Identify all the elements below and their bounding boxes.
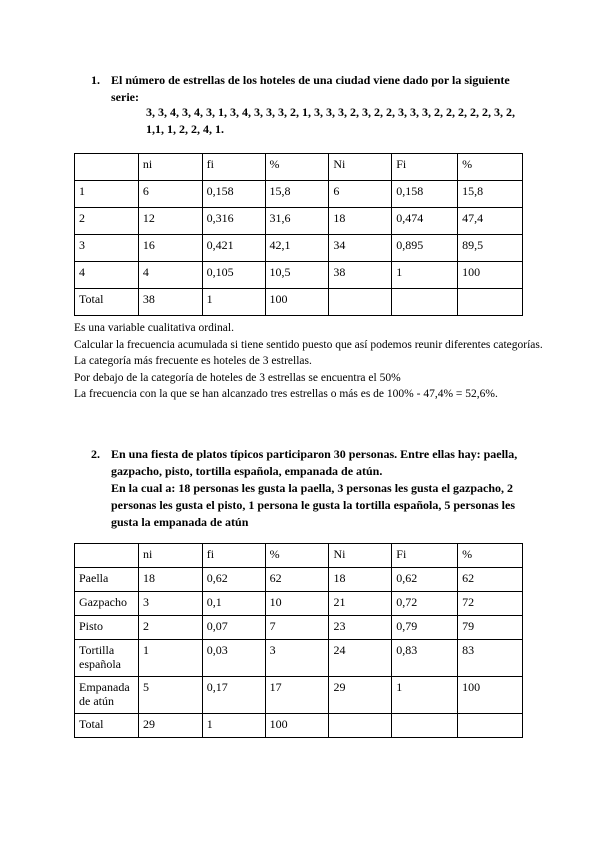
table-cell: 4	[138, 262, 202, 289]
table-row	[75, 677, 523, 714]
table-cell	[75, 544, 139, 568]
table-cell: 3	[138, 592, 202, 616]
table-cell: fi	[202, 544, 265, 568]
table-cell: 31,6	[265, 208, 329, 235]
table-cell: 38	[138, 289, 202, 316]
table-total-row	[75, 289, 523, 316]
table-cell: 1	[392, 262, 458, 289]
table-cell: 18	[138, 568, 202, 592]
note-line: La frecuencia con la que se han alcanzado tres estrellas o más es de 100% - 47,4% = 52,6%.	[74, 388, 498, 400]
table-cell: 100	[458, 262, 523, 289]
table-row	[75, 616, 523, 640]
table-cell: fi	[202, 154, 265, 181]
table-cell	[458, 289, 523, 316]
table-total-row	[75, 714, 523, 738]
table-cell: 18	[329, 568, 392, 592]
table-cell: 2	[138, 616, 202, 640]
table-cell: 100	[458, 677, 523, 714]
table-cell: 62	[458, 568, 523, 592]
table-row	[75, 592, 523, 616]
note-line: Por debajo de la categoría de hoteles de 3 estrellas se encuentra el 50%	[74, 371, 401, 384]
table-cell: 16	[138, 235, 202, 262]
table-row	[75, 262, 523, 289]
table-cell: 29	[138, 714, 202, 738]
table-cell: 0,1	[202, 592, 265, 616]
table-cell: 1	[202, 289, 265, 316]
question-2-text: En una fiesta de platos típicos participaron 30 personas. Entre ellas hay: paella, gazpacho, pisto, tortilla española, empanada de atún.	[111, 447, 518, 478]
table-cell: 0,83	[392, 640, 458, 677]
table-cell: %	[265, 154, 329, 181]
table-cell: 0,17	[202, 677, 265, 714]
table-header-row	[75, 154, 523, 181]
table-row	[75, 235, 523, 262]
table-cell: %	[265, 544, 329, 568]
table-cell: 0,316	[202, 208, 265, 235]
table-cell: 42,1	[265, 235, 329, 262]
table-cell: 3	[75, 235, 139, 262]
question-2-details: En la cual a: 18 personas les gusta la paella, 3 personas les gusta el gazpacho, 2 personas les gusta el pisto, 1 persona le gusta la tortilla española, 5 personas les gusta la empanada de atún	[111, 481, 516, 529]
table-header-row	[75, 544, 523, 568]
question-1-number: 1.	[91, 73, 100, 87]
table-cell: Pisto	[75, 616, 139, 640]
table-cell	[329, 289, 392, 316]
table-row	[75, 181, 523, 208]
table-cell: 10,5	[265, 262, 329, 289]
table-cell: Total	[75, 714, 139, 738]
table-cell: 1	[138, 640, 202, 677]
table-cell: Empanada de atún	[75, 677, 139, 714]
table-cell: 12	[138, 208, 202, 235]
answer-notes	[74, 320, 544, 403]
table-cell: 15,8	[265, 181, 329, 208]
table-cell: Tortilla española	[75, 640, 139, 677]
question-2-number: 2.	[91, 447, 100, 461]
table-cell: ni	[138, 544, 202, 568]
table-cell: 100	[265, 289, 329, 316]
table-cell: 0,79	[392, 616, 458, 640]
table-cell: Ni	[329, 544, 392, 568]
table-cell: 0,62	[392, 568, 458, 592]
table-cell: 79	[458, 616, 523, 640]
table-cell	[75, 154, 139, 181]
table-cell: Total	[75, 289, 139, 316]
table-cell: 1	[392, 677, 458, 714]
table-cell: 21	[329, 592, 392, 616]
table-cell: 7	[265, 616, 329, 640]
table-cell: 38	[329, 262, 392, 289]
question-2-body	[111, 446, 531, 531]
table-cell: 0,421	[202, 235, 265, 262]
table-cell: 4	[75, 262, 139, 289]
note-line: Calcular la frecuencia acumulada si tiene sentido puesto que así podemos reunir diferentes categorías.	[74, 338, 543, 351]
table-cell: 0,158	[202, 181, 265, 208]
table-cell: 0,62	[202, 568, 265, 592]
table-cell	[392, 289, 458, 316]
table-cell: 83	[458, 640, 523, 677]
note-line: Es una variable cualitativa ordinal.	[74, 322, 234, 334]
table-cell: 2	[75, 208, 139, 235]
table-cell: 62	[265, 568, 329, 592]
table-cell: %	[458, 544, 523, 568]
table-cell: 0,105	[202, 262, 265, 289]
table-cell: 1	[75, 181, 139, 208]
table-cell: 1	[202, 714, 265, 738]
table-cell: Fi	[392, 154, 458, 181]
table-cell: 18	[329, 208, 392, 235]
table-cell: Gazpacho	[75, 592, 139, 616]
table-cell: 0,158	[392, 181, 458, 208]
table-cell: 100	[265, 714, 329, 738]
table-row	[75, 640, 523, 677]
note-line: La categoría más frecuente es hoteles de 3 estrellas.	[74, 355, 312, 367]
table-cell: 34	[329, 235, 392, 262]
table-cell: 29	[329, 677, 392, 714]
table-cell: 0,07	[202, 616, 265, 640]
table-cell: 3	[265, 640, 329, 677]
frequency-table-hotels	[74, 153, 523, 316]
table-cell: 89,5	[458, 235, 523, 262]
table-cell: ni	[138, 154, 202, 181]
table-cell: 17	[265, 677, 329, 714]
table-cell: 0,03	[202, 640, 265, 677]
table-cell: 0,895	[392, 235, 458, 262]
table-cell: Fi	[392, 544, 458, 568]
table-cell: 0,474	[392, 208, 458, 235]
table-cell: Paella	[75, 568, 139, 592]
table-cell: 5	[138, 677, 202, 714]
table-cell	[458, 714, 523, 738]
table-cell: 72	[458, 592, 523, 616]
table-cell: Ni	[329, 154, 392, 181]
table-cell	[392, 714, 458, 738]
table-row	[75, 568, 523, 592]
frequency-table-dishes	[74, 543, 523, 738]
question-1-text: El número de estrellas de los hoteles de una ciudad viene dado por la siguiente serie:	[111, 73, 510, 104]
table-cell: 24	[329, 640, 392, 677]
question-1-series: 3, 3, 4, 3, 4, 3, 1, 3, 4, 3, 3, 3, 2, 1, 3, 3, 3, 2, 3, 2, 2, 3, 3, 3, 2, 2, 2, 2, 2, 3, 2, 1,1, 1, 2, 2, 4, 1.	[146, 105, 515, 136]
table-cell: 47,4	[458, 208, 523, 235]
table-cell: 23	[329, 616, 392, 640]
table-cell: 6	[329, 181, 392, 208]
table-cell: 0,72	[392, 592, 458, 616]
table-cell: 6	[138, 181, 202, 208]
table-row	[75, 208, 523, 235]
table-cell: 10	[265, 592, 329, 616]
table-cell: %	[458, 154, 523, 181]
table-cell	[329, 714, 392, 738]
table-cell: 15,8	[458, 181, 523, 208]
